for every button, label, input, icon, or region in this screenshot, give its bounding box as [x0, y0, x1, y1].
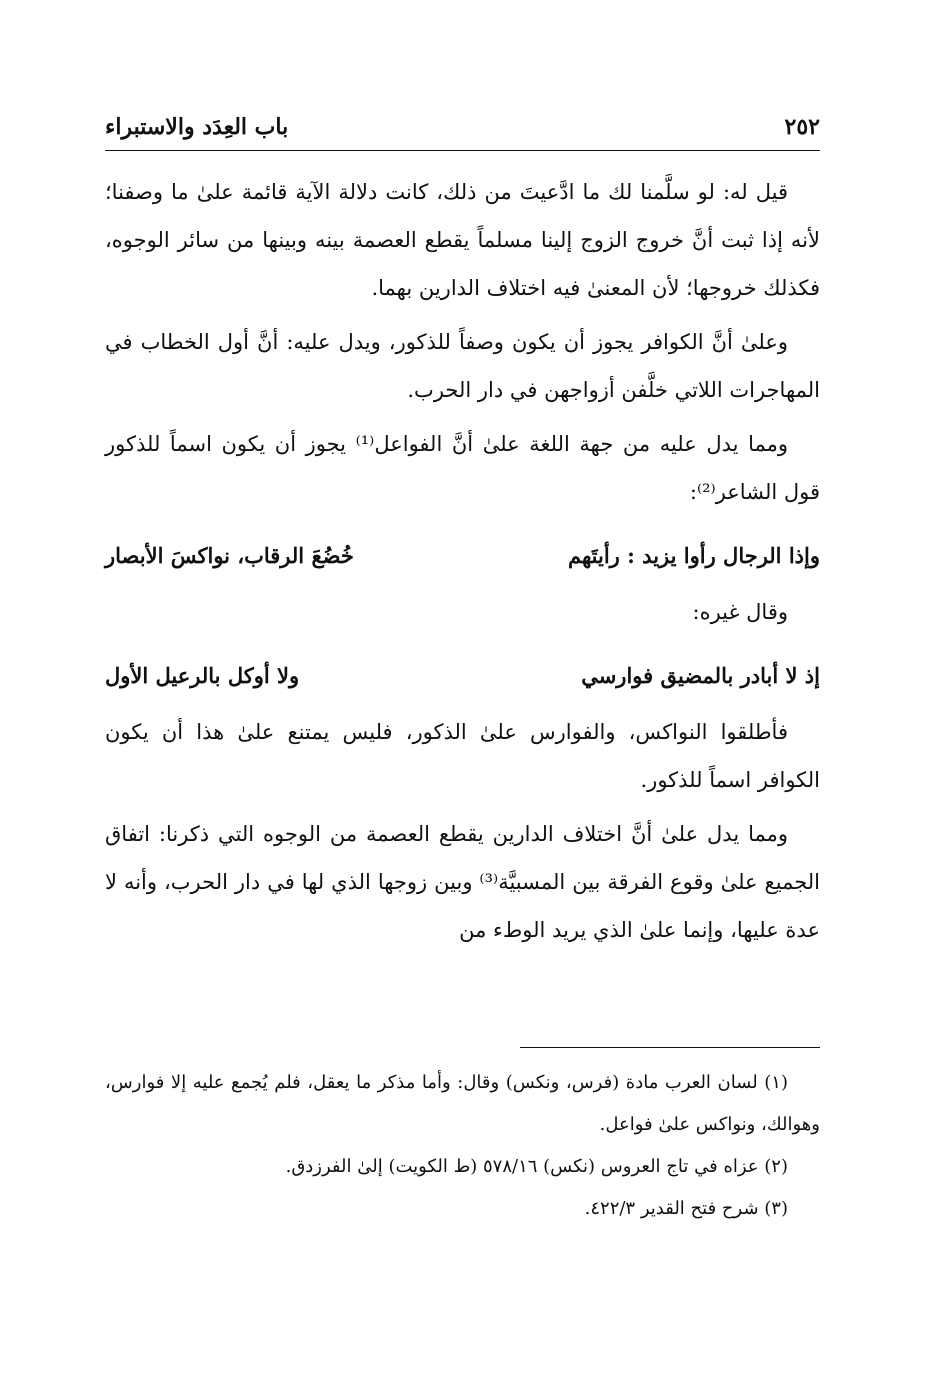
verse-2	[105, 652, 820, 700]
paragraph-2: وعلىٰ أنَّ الكوافر يجوز أن يكون وصفاً للذكور، ويدل عليه: أنَّ أول الخطاب في المهاجرات اللاتي خلَّفن أزواجهن في دار الحرب.	[105, 330, 820, 402]
page-number: ٢٥٢	[784, 114, 820, 140]
footnote-rule	[520, 1047, 820, 1048]
verse-1	[105, 532, 820, 580]
verse-1-first-hemistich: وإذا الرجال رأوا يزيد : رأيتَهم	[568, 543, 820, 568]
main-text	[105, 168, 820, 960]
verse-2-second-hemistich: ولا أوكل بالرعيل الأول	[105, 663, 300, 688]
paragraph-4: وقال غيره:	[692, 600, 788, 624]
verse-2-first-hemistich: إذ لا أبادر بالمضيق فوارسي	[581, 663, 820, 688]
footnote-1: (١) لسان العرب مادة (فرس، ونكس) وقال: وأما مذكر ما يعقل، فلم يُجمع عليه إلا فوارس، وهوالك، ونواكس علىٰ فواعل.	[105, 1072, 820, 1135]
header-rule	[105, 150, 820, 151]
verse-1-second-hemistich: خُضُعَ الرقاب، نواكسَ الأبصار	[105, 543, 354, 568]
footnote-2: (٢) عزاه في تاج العروس (نكس) ٥٧٨/١٦ (ط الكويت) إلىٰ الفرزدق.	[285, 1156, 788, 1177]
footnotes	[105, 1062, 820, 1230]
paragraph-3: ومما يدل عليه من جهة اللغة علىٰ أنَّ الفواعل⁽¹⁾ يجوز أن يكون اسماً للذكور قول الشاعر⁽²⁾:	[105, 432, 820, 504]
page-header	[105, 108, 820, 148]
running-title: باب العِدَد والاستبراء	[105, 114, 289, 140]
footnote-3: (٣) شرح فتح القدير ٤٢٢/٣.	[584, 1198, 788, 1219]
paragraph-1: قيل له: لو سلَّمنا لك ما ادَّعيتَ من ذلك، كانت دلالة الآية قائمة علىٰ ما وصفنا؛ لأنه إذا ثبت أنَّ خروج الزوج إلينا مسلماً يقطع العصمة بينه وبينها من سائر الوجوه، فكذلك خروجها؛ لأن المعنىٰ فيه اختلاف الدارين بهما.	[105, 180, 820, 300]
paragraph-5: فأطلقوا النواكس، والفوارس علىٰ الذكور، فليس يمتنع علىٰ هذا أن يكون الكوافر اسماً للذكور.	[105, 720, 820, 792]
paragraph-6: ومما يدل علىٰ أنَّ اختلاف الدارين يقطع العصمة من الوجوه التي ذكرنا: اتفاق الجميع علىٰ وقوع الفرقة بين المسبيَّة⁽³⁾ وبين زوجها الذي لها في دار الحرب، وأنه لا عدة عليها، وإنما علىٰ الذي يريد الوطء من	[105, 822, 820, 942]
